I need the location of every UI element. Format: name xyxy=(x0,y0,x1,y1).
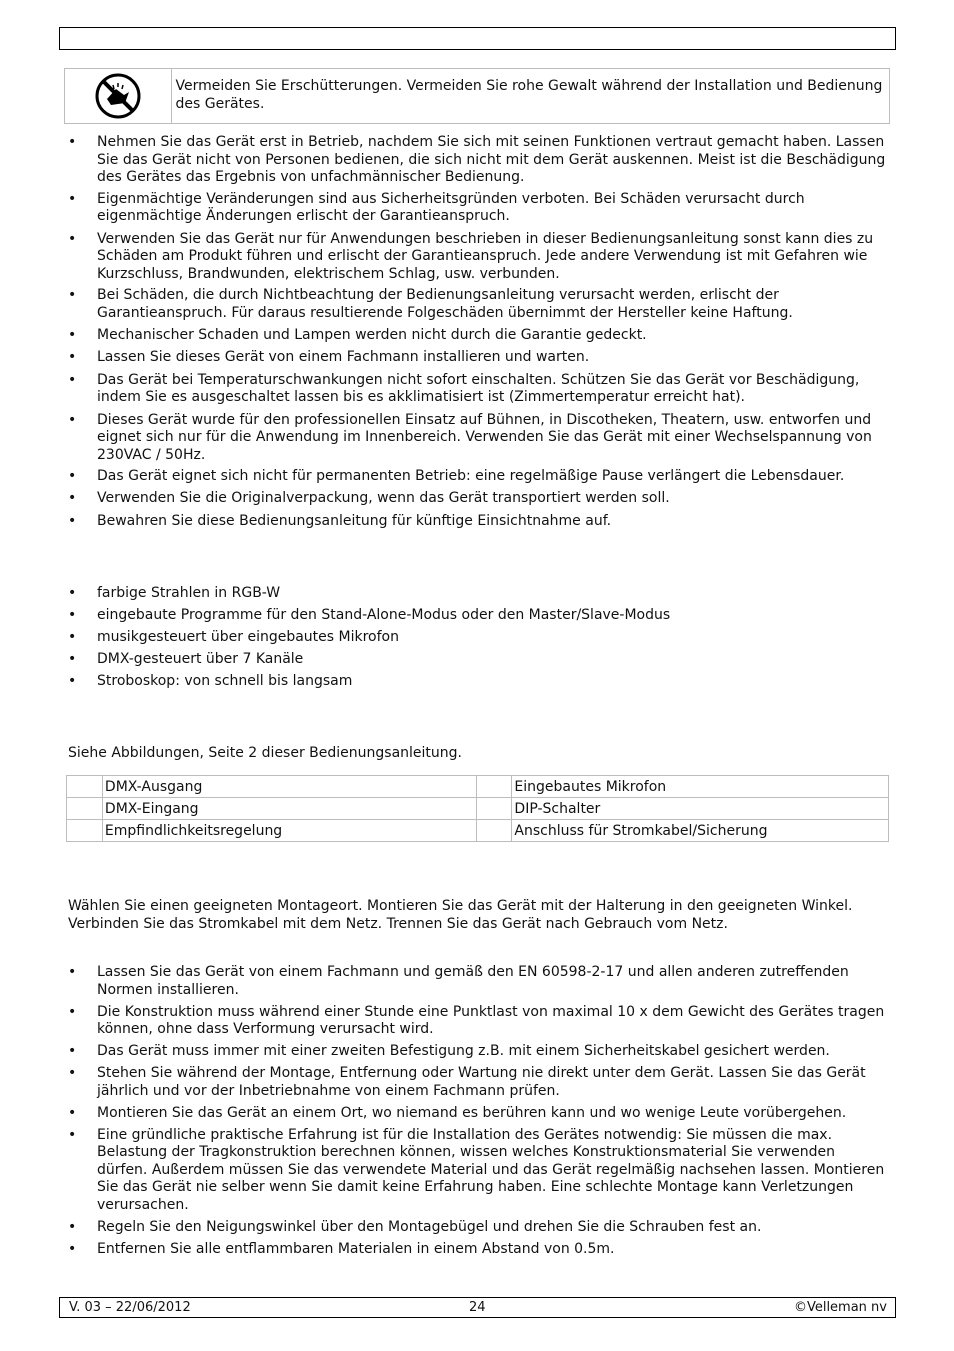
warning-table xyxy=(64,68,890,124)
table-cell: Anschluss für Stromkabel/Sicherung xyxy=(512,820,889,842)
list-item: • Eine gründliche praktische Erfahrung ist für die Installation des Gerätes notwendig: Sie müssen die max. Belastung der Tragkonstruktion berechnen können, wissen welches Konstruktionsmaterial Sie verwenden dürfen. Außerdem müssen Sie das verwendete Material und das Gerät regelmäßig nachsehen lassen. Montieren Sie das Gerät nie selber wenn Sie damit keine Erfahrung haben. Eine schlechte Montage kann Verletzungen verursachen. xyxy=(68,1127,888,1215)
table-row xyxy=(67,798,889,820)
page-footer xyxy=(59,1297,896,1318)
warning-text: Vermeiden Sie Erschütterungen. Vermeiden Sie rohe Gewalt während der Installation und Bedienung des Gerätes. xyxy=(175,78,883,112)
install-list xyxy=(68,964,888,1258)
footer-copyright: ©Velleman nv xyxy=(793,1300,887,1315)
no-shock-icon xyxy=(94,72,142,120)
list-item: • musikgesteuert über eingebautes Mikrofon xyxy=(68,629,888,647)
install-text: Wählen Sie einen geeigneten Montageort. Montieren Sie das Gerät mit der Halterung in den geeigneten Winkel. Verbinden Sie das Stromkabel mit dem Netz. Trennen Sie das Gerät nach Gebrauch vom Netz. xyxy=(68,898,853,932)
list-item: • Bewahren Sie diese Bedienungsanleitung für künftige Einsichtnahme auf. xyxy=(68,513,888,531)
list-item: • Verwenden Sie das Gerät nur für Anwendungen beschrieben in dieser Bedienungsanleitung sonst kann dies zu Schäden am Produkt führen und erlischt der Garantieanspruch. Jede andere Verwendung ist mit Gefahren wie Kurzschluss, Brandwunden, elektrischem Schlag, usw. verbunden. xyxy=(68,231,888,284)
list-item: • Lassen Sie das Gerät von einem Fachmann und gemäß den EN 60598-2-17 und allen anderen zutreffenden Normen installieren. xyxy=(68,964,888,999)
safety-list xyxy=(68,134,888,530)
list-item: • Regeln Sie den Neigungswinkel über den Montagebügel und drehen Sie die Schrauben fest an. xyxy=(68,1219,888,1237)
list-item: • Das Gerät eignet sich nicht für permanenten Betrieb: eine regelmäßige Pause verlängert die Lebensdauer. xyxy=(68,468,888,486)
list-item: • Das Gerät bei Temperaturschwankungen nicht sofort einschalten. Schützen Sie das Gerät vor Beschädigung, indem Sie es ausgeschaltet lassen bis es akklimatisiert ist (Zimmertemperatur erreicht hat). xyxy=(68,372,888,407)
footer-version: V. 03 – 22/06/2012 xyxy=(69,1300,191,1315)
page-header-box xyxy=(59,27,896,50)
list-item: • Stehen Sie während der Montage, Entfernung oder Wartung nie direkt unter dem Gerät. Lassen Sie das Gerät jährlich und vor der Inbetriebnahme von einem Fachmann prüfen. xyxy=(68,1065,888,1100)
table-cell-number xyxy=(476,776,512,798)
list-item: • DMX-gesteuert über 7 Kanäle xyxy=(68,651,888,669)
list-item: • Bei Schäden, die durch Nichtbeachtung der Bedienungsanleitung verursacht werden, erlischt der Garantieanspruch. Für daraus resultierende Folgeschäden übernimmt der Hersteller keine Haftung. xyxy=(68,287,888,322)
list-item: • Entfernen Sie alle entflammbaren Materialen in einem Abstand von 0.5m. xyxy=(68,1241,888,1259)
table-cell: DMX-Ausgang xyxy=(102,776,476,798)
list-item: • farbige Strahlen in RGB-W xyxy=(68,585,888,603)
list-item: • Die Konstruktion muss während einer Stunde eine Punktlast von maximal 10 x dem Gewicht des Gerätes tragen können, ohne dass Verformung verursacht wird. xyxy=(68,1004,888,1039)
table-cell-number xyxy=(67,798,103,820)
table-cell: DMX-Eingang xyxy=(102,798,476,820)
list-item: • Dieses Gerät wurde für den professionellen Einsatz auf Bühnen, in Discotheken, Theatern, usw. entworfen und eignet sich nur für die Anwendung im Innenbereich. Verwenden Sie das Gerät mit einer Wechselspannung von 230VAC / 50Hz. xyxy=(68,412,888,465)
warning-icon-cell xyxy=(65,69,172,123)
table-cell: Eingebautes Mikrofon xyxy=(512,776,889,798)
table-cell: DIP-Schalter xyxy=(512,798,889,820)
list-item: • eingebaute Programme für den Stand-Alone-Modus oder den Master/Slave-Modus xyxy=(68,607,888,625)
list-item: • Nehmen Sie das Gerät erst in Betrieb, nachdem Sie sich mit seinen Funktionen vertraut gemacht haben. Lassen Sie das Gerät nicht von Personen bedienen, die sich nicht mit dem Gerät auskennen. Meist ist die Beschädigung des Gerätes das Ergebnis von unfachmännischer Bedienung. xyxy=(68,134,888,187)
list-item: • Eigenmächtige Veränderungen sind aus Sicherheitsgründen verboten. Bei Schäden verursacht durch eigenmächtige Änderungen erlischt der Garantieanspruch. xyxy=(68,191,888,226)
list-item: • Lassen Sie dieses Gerät von einem Fachmann installieren und warten. xyxy=(68,349,888,367)
features-list xyxy=(68,585,888,691)
table-row xyxy=(67,820,889,842)
table-cell-number xyxy=(476,820,512,842)
table-row xyxy=(67,776,889,798)
parts-table xyxy=(66,775,889,842)
table-cell: Empfindlichkeitsregelung xyxy=(102,820,476,842)
list-item: • Stroboskop: von schnell bis langsam xyxy=(68,673,888,691)
overview-text: Siehe Abbildungen, Seite 2 dieser Bedienungsanleitung. xyxy=(68,745,462,761)
footer-page-number: 24 xyxy=(469,1300,486,1315)
table-cell-number xyxy=(67,820,103,842)
list-item: • Montieren Sie das Gerät an einem Ort, wo niemand es berühren kann und wo wenige Leute vorübergehen. xyxy=(68,1105,888,1123)
table-cell-number xyxy=(67,776,103,798)
list-item: • Mechanischer Schaden und Lampen werden nicht durch die Garantie gedeckt. xyxy=(68,327,888,345)
list-item: • Das Gerät muss immer mit einer zweiten Befestigung z.B. mit einem Sicherheitskabel gesichert werden. xyxy=(68,1043,888,1061)
list-item: • Verwenden Sie die Originalverpackung, wenn das Gerät transportiert werden soll. xyxy=(68,490,888,508)
table-cell-number xyxy=(476,798,512,820)
